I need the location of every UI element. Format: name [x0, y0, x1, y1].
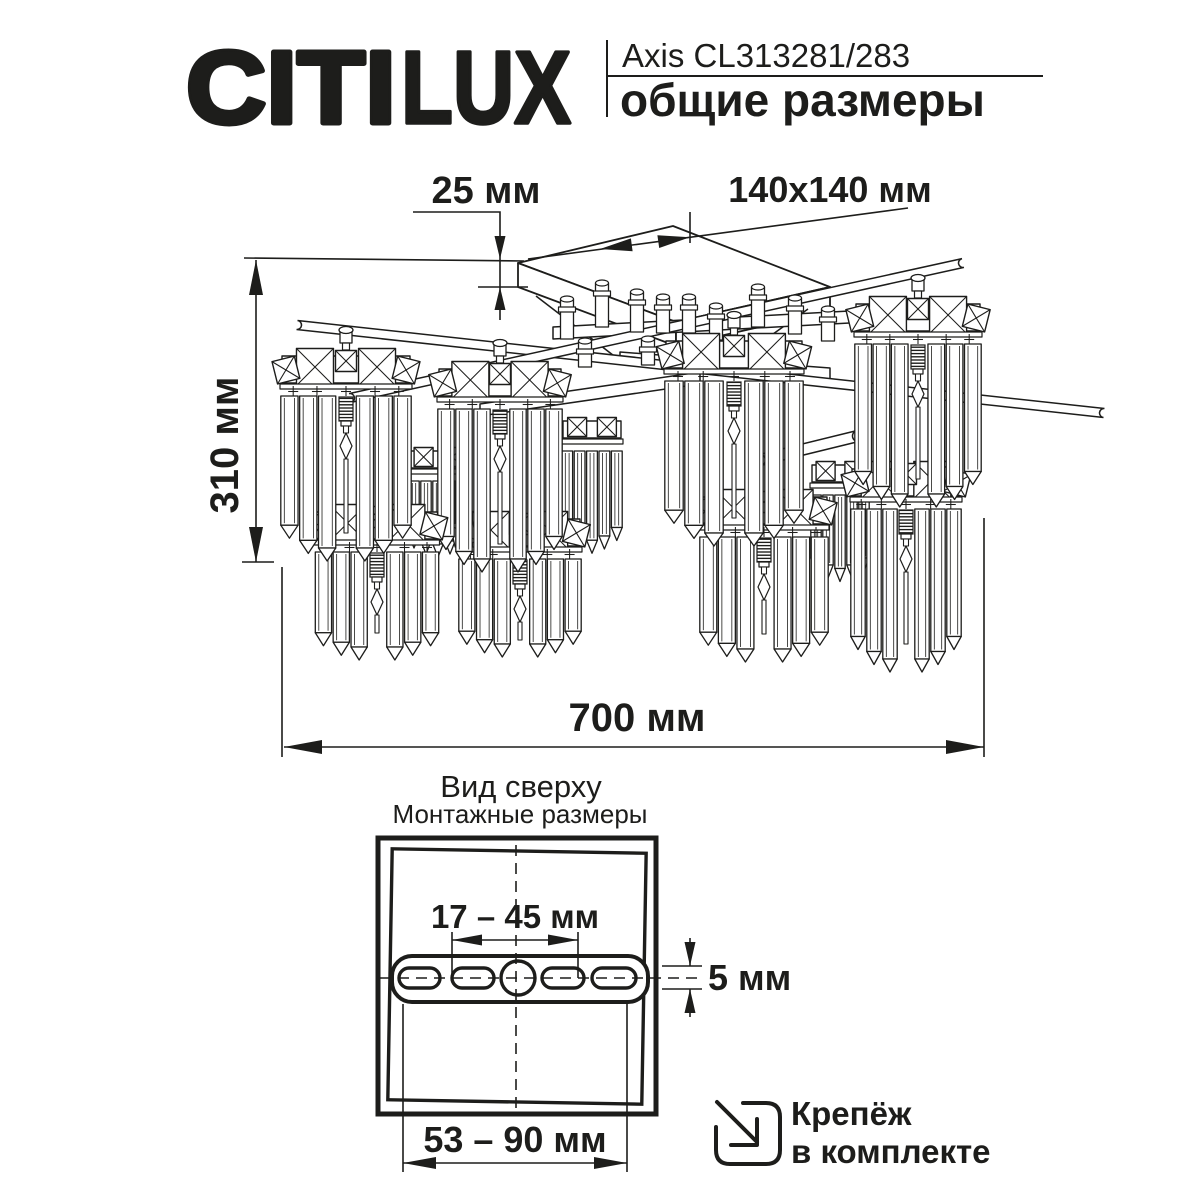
label-310mm: 310 мм — [203, 376, 247, 514]
label-25mm: 25 мм — [431, 170, 541, 212]
shade-upper — [656, 312, 811, 547]
page-title: общие размеры — [620, 74, 985, 126]
shade-upper — [429, 340, 572, 573]
label-17-45: 17 – 45 мм — [430, 898, 600, 935]
fastener-text-line1: Крепёж — [791, 1095, 912, 1132]
label-140x140: 140x140 мм — [728, 169, 932, 210]
label-53-90: 53 – 90 мм — [423, 1119, 607, 1160]
product-code: Axis CL313281/283 — [622, 37, 911, 74]
label-700mm: 700 мм — [568, 696, 706, 740]
top-view-subtitle: Монтажные размеры — [392, 799, 648, 829]
logo-solid: CITI — [186, 30, 396, 145]
label-5mm: 5 мм — [708, 957, 792, 998]
logo-outline: LUX — [401, 30, 571, 145]
shade-upper — [846, 275, 990, 508]
top-view-title: Вид сверху — [440, 769, 602, 804]
shade-upper — [272, 327, 420, 562]
fastener-text-line2: в комплекте — [791, 1133, 991, 1170]
